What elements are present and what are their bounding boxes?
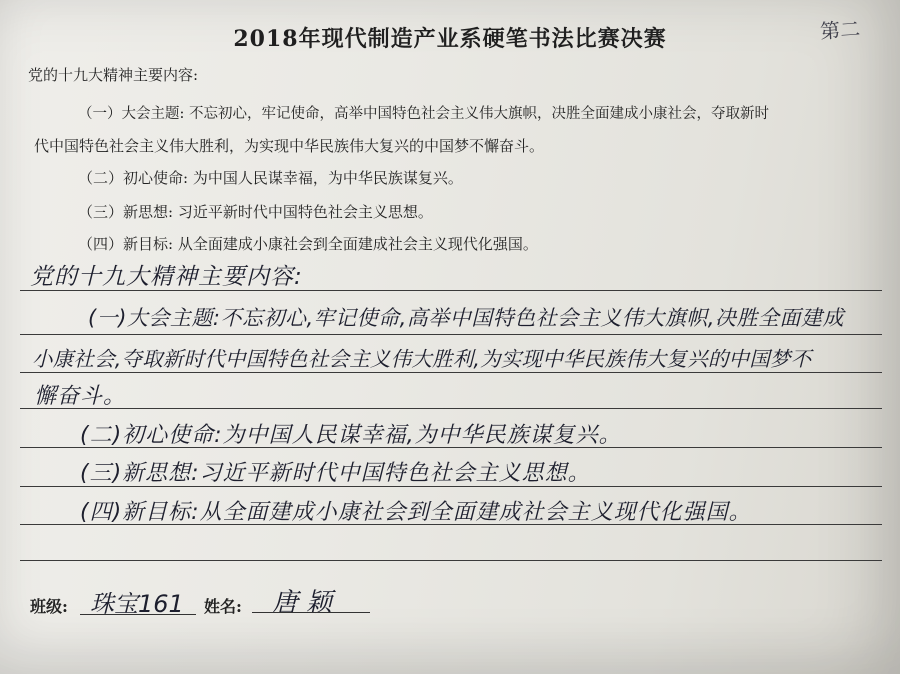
printed-heading: 党的十九大精神主要内容: — [28, 66, 199, 84]
writing-rule — [20, 447, 882, 448]
writing-rule — [20, 408, 882, 409]
class-label: 班级: — [30, 597, 68, 616]
handwritten-item1-line3: 懈奋斗。 — [34, 384, 127, 409]
handwritten-item4: (四)新目标:从全面建成小康社会到全面建成社会主义现代化强国。 — [80, 500, 752, 525]
printed-item3: （三）新思想: 习近平新时代中国特色社会主义思想。 — [78, 203, 433, 221]
printed-item1-line2: 代中国特色社会主义伟大胜利，为实现中华民族伟大复兴的中国梦不懈奋斗。 — [34, 137, 545, 155]
handwritten-item1-line2: 小康社会,夺取新时代中国特色社会主义伟大胜利,为实现中华民族伟大复兴的中国梦不 — [32, 347, 812, 371]
class-underline — [80, 614, 196, 615]
class-value: 珠宝161 — [90, 590, 184, 618]
writing-rule — [20, 486, 882, 487]
name-value: 唐颖 — [272, 588, 341, 618]
corner-note: 第二 — [819, 16, 861, 44]
page-title: 2018年现代制造产业系硬笔书法比赛决赛 — [233, 26, 667, 52]
handwritten-item2: (二)初心使命:为中国人民谋幸福,为中华民族谋复兴。 — [80, 423, 622, 448]
handwritten-heading: 党的十九大精神主要内容: — [30, 264, 303, 290]
name-underline — [252, 612, 370, 613]
writing-rule — [20, 560, 882, 561]
writing-rule — [20, 524, 882, 525]
printed-item2: （二）初心使命: 为中国人民谋幸福，为中华民族谋复兴。 — [78, 169, 463, 187]
writing-rule — [20, 334, 882, 335]
handwritten-item3: (三)新思想:习近平新时代中国特色社会主义思想。 — [80, 461, 591, 486]
name-label: 姓名: — [204, 597, 242, 616]
handwritten-item1-line1: (一)大会主题:不忘初心,牢记使命,高举中国特色社会主义伟大旗帜,决胜全面建成 — [88, 306, 844, 330]
writing-rule — [20, 372, 882, 373]
printed-item4: （四）新目标: 从全面建成小康社会到全面建成社会主义现代化强国。 — [78, 235, 538, 253]
printed-item1-line1: （一）大会主题: 不忘初心，牢记使命，高举中国特色社会主义伟大旗帜，决胜全面建成小康社会，夺取新时 — [78, 106, 769, 122]
writing-rule — [20, 290, 882, 291]
